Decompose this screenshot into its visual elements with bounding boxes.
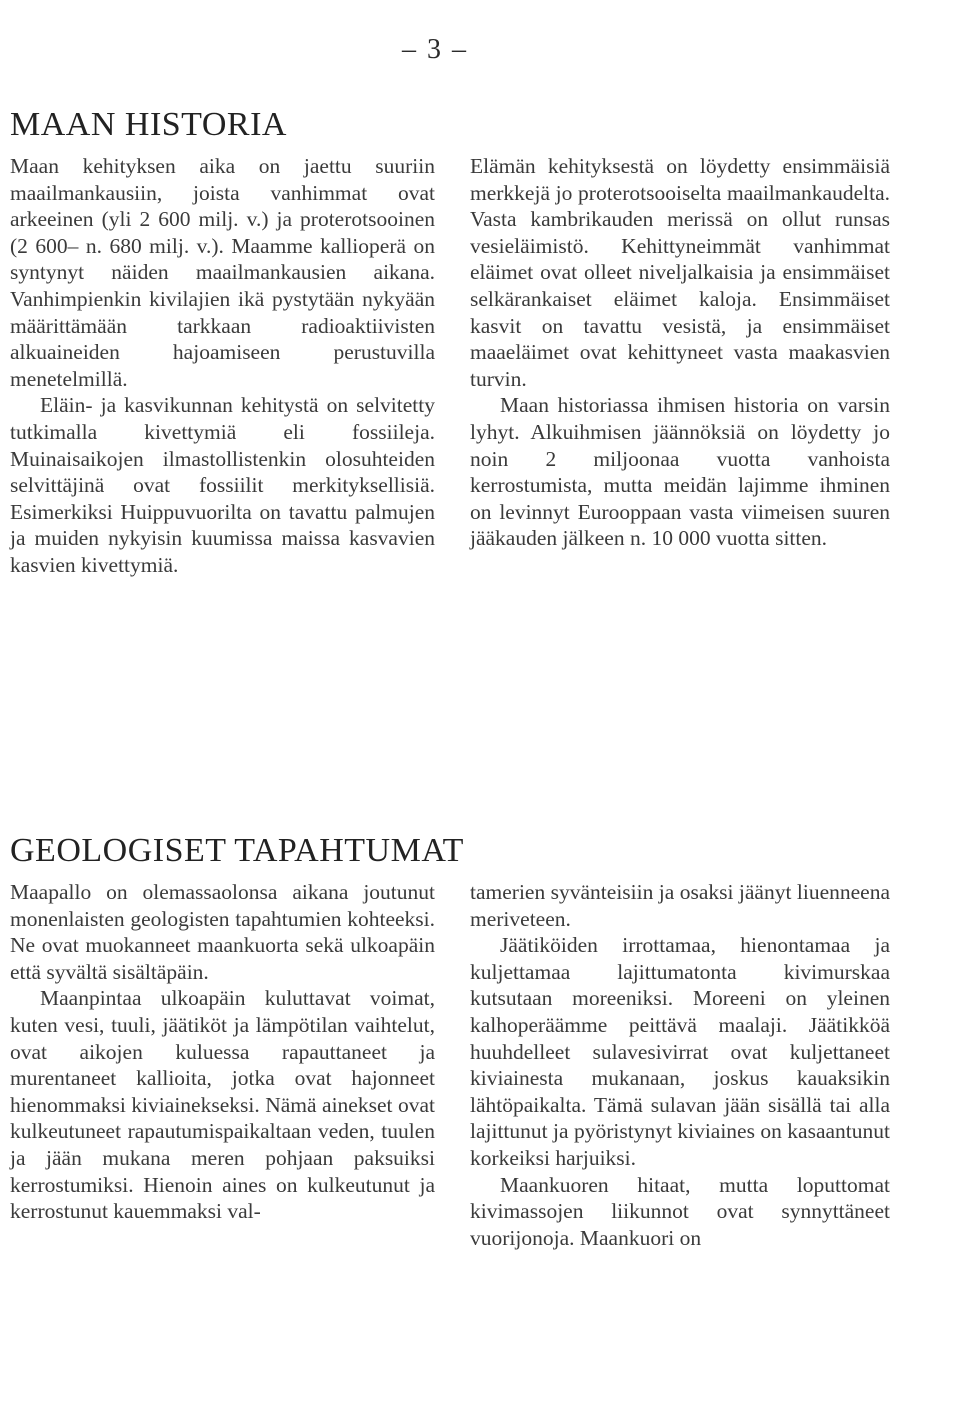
section-heading-maan-historia: MAAN HISTORIA — [10, 106, 287, 143]
paragraph: Maanpintaa ulkoapäin kuluttavat voimat, kuten vesi, tuuli, jäätiköt ja lämpötilan vaihtelut, ovat aikojen kuluessa rapauttaneet ja murentaneet kallioita, jotka ovat hajonneet hienommaksi kiviainekseksi. Nämä ainekset ovat kulkeutuneet rapautumispaikaltaan veden, tuulen ja jään mukana meren pohjaan paksuiksi kerrostumiksi. Hienoin aines on kulkeutunut ja kerrostunut kauemmaksi val- — [10, 986, 435, 1224]
paragraph: Maan kehityksen aika on jaettu suuriin maailmankausiin, joista vanhimmat ovat arkeeinen (yli 2 600 milj. v.) ja proterotsooinen (2 600– n. 680 milj. v.). Maamme kallioperä on syntynyt näiden maailmankausien aikana. Vanhimpienkin kivilajien ikä pystytään nykyään määrittämään tarkkaan radioaktiivisten alkuaineiden hajoamiseen perustuvilla menetelmillä. — [10, 154, 435, 391]
paragraph: Elämän kehityksestä on löydetty ensimmäisiä merkkejä jo proterotsooiselta maailmankaudelta. Vasta kambrikauden merissä on ollut runsas vesieläimistö. Kehittyneimmät vanhimmat eläimet ovat olleet niveljalkaisia ja ensimmäiset selkärankaiset eläimet kaloja. Ensimmäiset kasvit on tavattu vesistä, ja ensimmäiset maaeläimet ovat kehittyneet vasta maakasvien turvin. — [470, 154, 890, 391]
section2-left-column — [10, 879, 435, 1225]
page-number: – 3 – — [402, 34, 468, 65]
paragraph: tamerien syvänteisiin ja osaksi jäänyt liuenneena meriveteen. — [470, 880, 890, 931]
section1-right-column — [470, 153, 890, 552]
section1-left-column — [10, 153, 435, 579]
paragraph: Jäätiköiden irrottamaa, hienontamaa ja kuljettamaa lajittumatonta kivimurskaa kutsutaan moreeniksi. Moreeni on yleinen kalhoperäämme peittävä maalaji. Jäätikköä huuhdelleet sulavesivirrat ovat kuljettaneet kiviainesta mukanaan, joskus kauaksikin lähtöpaikalta. Tämä sulavan jään sisällä tai alla lajittunut ja pyöristynyt kiviaines on kasaantunut korkeiksi harjuiksi. — [470, 933, 890, 1170]
paragraph: Maapallo on olemassaolonsa aikana joutunut monenlaisten geologisten tapahtumien kohteeksi. Ne ovat muokanneet maankuorta sekä ulkoapäin että syvältä sisältäpäin. — [10, 880, 435, 984]
section2-right-column — [470, 879, 890, 1251]
section-heading-geologiset-tapahtumat: GEOLOGISET TAPAHTUMAT — [10, 832, 464, 869]
paragraph: Maankuoren hitaat, mutta loputtomat kivimassojen liikunnot ovat synnyttäneet vuorijonoja. Maankuori on — [470, 1172, 890, 1250]
paragraph: Eläin- ja kasvikunnan kehitystä on selvitetty tutkimalla kivettymiä eli fossiileja. Muinaisaikojen ilmastollistenkin olosuhteiden selvittäjinä ovat fossiilit merkityksellisiä. Esimerkiksi Huippuvuorilta on tavattu palmujen ja muiden nykyisin kuumissa maissa kasvavien kasvien kivettymiä. — [10, 393, 435, 577]
paragraph: Maan historiassa ihmisen historia on varsin lyhyt. Alkuihmisen jäännöksiä on löydetty jo noin 2 miljoonaa vuotta vanhoista kerrostumista, mutta meidän lajimme ihminen on levinnyt Eurooppaan vasta viimeisen suuren jääkauden jälkeen n. 10 000 vuotta sitten. — [470, 393, 890, 551]
